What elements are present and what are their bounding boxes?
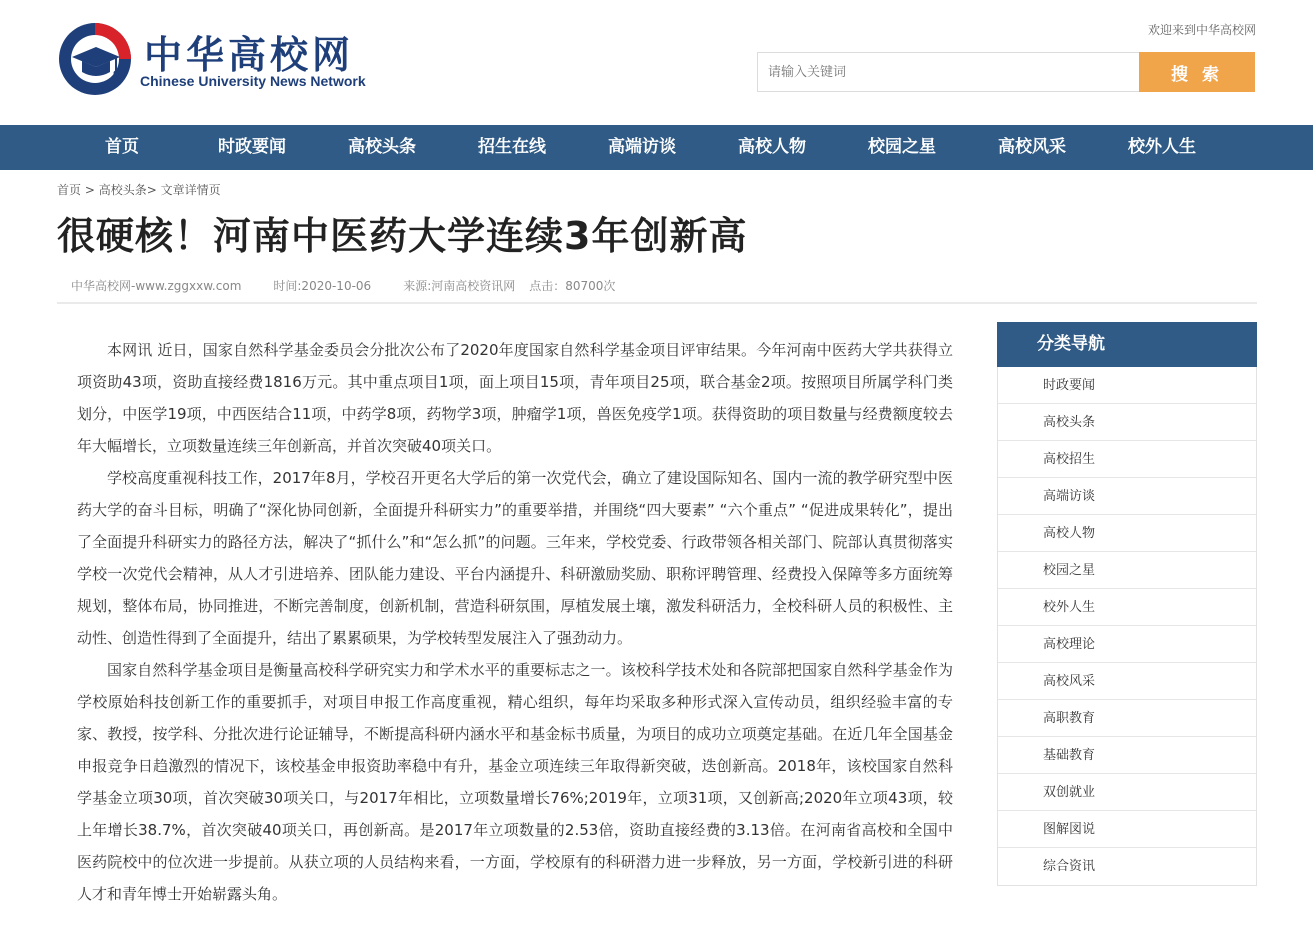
article-title: 很硬核！河南中医药大学连续3年创新高: [57, 214, 748, 258]
article-meta: [71, 277, 647, 294]
sidebar-item-people[interactable]: 高校人物: [998, 515, 1256, 552]
breadcrumb-current: 文章详情页: [160, 183, 221, 197]
sidebar-item-theory[interactable]: 高校理论: [998, 626, 1256, 663]
nav-item-headlines[interactable]: 高校头条: [348, 137, 416, 157]
article-paragraph: 学校高度重视科技工作，2017年8月，学校召开更名大学后的第一次党代会，确立了建设国际知名、国内一流的教学研究型中医药大学的奋斗目标，明确了“深化协同创新，全面提升科研实力”的重要举措，并围绕“四大要素” “六个重点” “促进成果转化”，提出了全面提升科研实力的路径方法，解决了“抓什么”和“怎么抓”的问题。三年来，学校党委、行政带领各相关部门、院部认真贯彻落实学校一次党代会精神，从人才引进培养、团队能力建设、平台内涵提升、科研激励奖励、职称评聘管理、经费投入保障等多方面统筹规划，整体布局，协同推进，不断完善制度，创新机制，营造科研氛围，厚植发展土壤，激发科研活力，全校科研人员的积极性、主动性、创造性得到了全面提升，结出了累累硕果，为学校转型发展注入了强劲动力。: [77, 469, 953, 647]
article-paragraph: 国家自然科学基金项目是衡量高校科学研究实力和学术水平的重要标志之一。该校科学技术处和各院部把国家自然科学基金作为学校原始科技创新工作的重要抓手，对项目申报工作高度重视，精心组织，每年均采取多种形式深入宣传动员，组织经验丰富的专家、教授，按学科、分批次进行论证辅导，不断提高科研内涵水平和基金标书质量，为项目的成功立项奠定基础。在近几年全国基金申报竞争日趋激烈的情况下，该校基金申报资助率稳中有升，基金立项连续三年取得新突破，迭创新高。2018年，该校国家自然科学基金立项30项，首次突破30项关口，与2017年相比，立项数量增长76%;2019年，立项31项，又创新高;2020年立项43项，较上年增长38.7%，首次突破40项关口，再创新高。是2017年立项数量的2.53倍，资助直接经费的3.13倍。在河南省高校和全国中医药院校中的位次进一步提前。从获立项的人员结构来看，一方面，学校原有的科研潜力进一步释放，另一方面，学校新引进的科研人才和青年博士开始崭露头角。: [77, 661, 953, 903]
logo-english-name: Chinese University News Network: [140, 73, 366, 89]
header: [0, 0, 1313, 125]
sidebar-list: [997, 367, 1257, 886]
sidebar-item-admissions[interactable]: 高校招生: [998, 441, 1256, 478]
breadcrumb-section[interactable]: 高校头条: [98, 183, 147, 197]
sidebar-item-vocational[interactable]: 高职教育: [998, 700, 1256, 737]
breadcrumb: [57, 181, 221, 198]
breadcrumb-home[interactable]: 首页: [57, 183, 82, 197]
search-bar: [757, 52, 1255, 92]
nav-item-politics[interactable]: 时政要闻: [218, 137, 286, 157]
nav-item-style[interactable]: 高校风采: [998, 137, 1066, 157]
sidebar-title: 分类导航: [997, 322, 1257, 367]
sidebar-item-entrepreneurship[interactable]: 双创就业: [998, 774, 1256, 811]
nav-item-people[interactable]: 高校人物: [738, 137, 806, 157]
sidebar-item-general-news[interactable]: 综合资讯: [1043, 859, 1096, 874]
site-logo[interactable]: [58, 20, 378, 100]
nav-item-admissions[interactable]: 招生在线: [478, 137, 546, 157]
sidebar-item-off-campus[interactable]: 校外人生: [998, 589, 1256, 626]
graduation-cap-logo-icon: [58, 20, 136, 98]
sidebar-item-basic-education[interactable]: 基础教育: [998, 737, 1256, 774]
sidebar-item-campus-stars[interactable]: 校园之星: [998, 552, 1256, 589]
logo-chinese-name: 中华高校网: [144, 32, 355, 77]
welcome-text: 欢迎来到中华高校网: [1147, 23, 1256, 37]
nav-item-home[interactable]: 首页: [105, 137, 139, 157]
article-body: [77, 334, 953, 910]
main-nav: [0, 125, 1313, 170]
article-site: 中华高校网-www.zggxxw.com: [71, 279, 242, 293]
nav-item-interviews[interactable]: 高端访谈: [608, 137, 676, 157]
sidebar-item-politics[interactable]: 时政要闻: [998, 367, 1256, 404]
sidebar-item-interviews[interactable]: 高端访谈: [998, 478, 1256, 515]
sidebar-item-infographics[interactable]: 图解図说: [998, 811, 1256, 848]
sidebar-item-style[interactable]: 高校风采: [998, 663, 1256, 700]
article-paragraph: 本网讯 近日，国家自然科学基金委员会分批次公布了2020年度国家自然科学基金项目评审结果。今年河南中医药大学共获得立项资助43项，资助直接经费1816万元。其中重点项目1项，面上项目15项，青年项目25项，联合基金2项。按照项目所属学科门类划分，中医学19项，中西医结合11项，中药学8项，药物学3项，肿瘤学1项，兽医免疫学1项。获得资助的项目数量与经费额度较去年大幅增长，立项数量连续三年创新高，并首次突破40项关口。: [77, 341, 953, 455]
sidebar-item-headlines[interactable]: 高校头条: [998, 404, 1256, 441]
divider: [57, 302, 1257, 304]
nav-item-off-campus[interactable]: 校外人生: [1128, 137, 1196, 157]
search-input[interactable]: [757, 52, 1139, 92]
article-views: 点击：80700次: [529, 279, 616, 293]
category-sidebar: [997, 322, 1257, 886]
breadcrumb-separator: >: [81, 183, 99, 197]
breadcrumb-separator: >: [146, 183, 161, 197]
article-time: 时间:2020-10-06: [273, 279, 372, 293]
nav-item-campus-stars[interactable]: 校园之星: [868, 137, 936, 157]
article-source: 来源:河南高校资讯网: [403, 279, 516, 293]
search-button[interactable]: 搜 索: [1139, 52, 1255, 92]
